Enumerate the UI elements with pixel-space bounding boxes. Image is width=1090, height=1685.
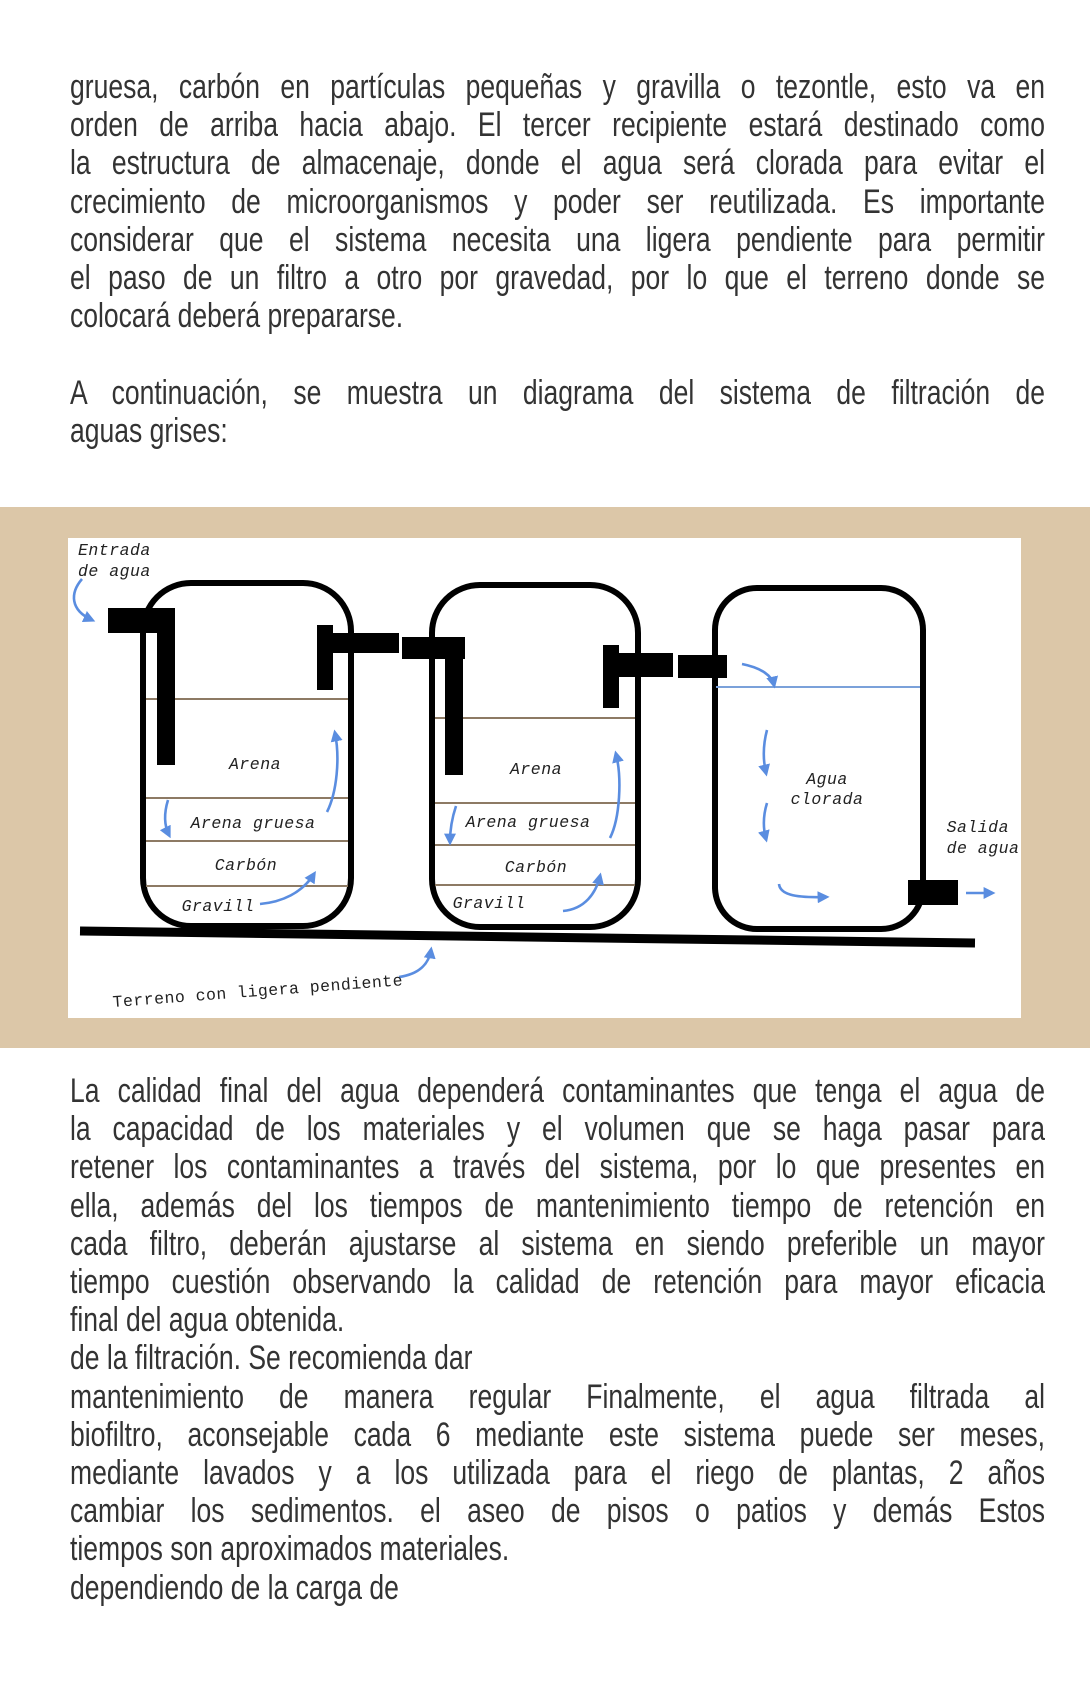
entrada-de-agua-label: Entrada de agua bbox=[78, 541, 151, 581]
inlet-pipe-vertical bbox=[157, 615, 175, 765]
paragraph-load-line bbox=[70, 1569, 1045, 1607]
text-line: dependiendo de la carga de bbox=[70, 1568, 399, 1607]
paragraph-diagram-intro bbox=[70, 374, 1045, 450]
text-line: la estructura de almacenaje, donde el agua será clorada para evitar el bbox=[70, 144, 1045, 183]
diagram-panel bbox=[68, 538, 1021, 1018]
body-text-block bbox=[70, 1072, 1045, 1607]
text-line: mediante lavados y a los utilizada para el riego de plantas, 2 años bbox=[70, 1454, 1045, 1493]
text-line: el paso de un filtro a otro por gravedad, por lo que el terreno donde se bbox=[70, 259, 1045, 298]
tank-3 bbox=[715, 588, 923, 929]
text-line: cada filtro, deberán ajustarse al sistema en siendo preferible un mayor bbox=[70, 1224, 1045, 1263]
text-line: de la filtración. Se recomienda dar bbox=[70, 1339, 473, 1378]
text-line: La calidad final del agua dependerá contaminantes que tenga el agua de bbox=[70, 1072, 1045, 1110]
terreno-pointer-arrow bbox=[399, 950, 431, 977]
tank2-arena-gruesa-label: Arena gruesa bbox=[465, 813, 591, 832]
text-line: crecimiento de microorganismos y poder ser reutilizada. Es importante bbox=[70, 182, 1045, 221]
paragraph-filtration-line bbox=[70, 1339, 1045, 1377]
text-line: considerar que el sistema necesita una ligera pendiente para permitir bbox=[70, 220, 1045, 259]
tank1-outlet-pipe-horizontal bbox=[317, 633, 399, 653]
terreno-label: Terreno con ligera pendiente bbox=[111, 971, 404, 1012]
text-line: retener los contaminantes a través del sistema, por lo que presentes en bbox=[70, 1148, 1045, 1187]
tank3-agua-clorada-label: Agua bbox=[806, 770, 848, 789]
tank3-inlet-pipe bbox=[678, 655, 727, 678]
salida-de-agua-label: Salida de agua bbox=[946, 818, 1020, 858]
paragraph-water-quality bbox=[70, 1072, 1045, 1339]
text-line: tiempos son aproximados materiales. bbox=[70, 1530, 510, 1569]
paragraph-maintenance bbox=[70, 1378, 1045, 1569]
tank3-outlet-pipe bbox=[908, 880, 958, 905]
text-line: mantenimiento de manera regular Finalmente, el agua filtrada al bbox=[70, 1377, 1045, 1416]
intro-text-inner bbox=[70, 68, 1045, 450]
body-text-inner bbox=[70, 1072, 1045, 1607]
tank1-gravill-label: Gravill bbox=[181, 897, 255, 916]
text-line: A continuación, se muestra un diagrama del sistema de filtración de bbox=[70, 373, 1045, 412]
tank2-arena-label: Arena bbox=[509, 760, 563, 779]
entrada-flow-arrow bbox=[74, 579, 92, 620]
text-line: gruesa, carbón en partículas pequeñas y gravilla o tezontle, esto va en bbox=[70, 68, 1045, 106]
tank2-outlet-pipe-horizontal bbox=[603, 653, 673, 677]
tank1-arena-label: Arena bbox=[228, 755, 282, 774]
tank1-carbon-label: Carbón bbox=[214, 856, 278, 875]
text-line: ella, además del los tiempos de mantenimiento tiempo de retención en bbox=[70, 1186, 1045, 1225]
diagram-band bbox=[0, 507, 1090, 1048]
text-line: final del agua obtenida. bbox=[70, 1301, 345, 1340]
tank2-carbon-label: Carbón bbox=[504, 858, 568, 877]
text-line: cambiar los sedimentos. el aseo de pisos o patios y demás Estos bbox=[70, 1492, 1045, 1531]
text-line: la capacidad de los materiales y el volumen que se haga pasar para bbox=[70, 1110, 1045, 1149]
ground-line bbox=[80, 931, 975, 943]
text-line: biofiltro, aconsejable cada 6 mediante este sistema puede ser meses, bbox=[70, 1415, 1045, 1454]
text-line: aguas grises: bbox=[70, 411, 228, 450]
tank3-agua-clorada-label-2: clorada bbox=[790, 790, 864, 809]
tank2-gravill-label: Gravill bbox=[452, 894, 526, 913]
tank1-arena-gruesa-label: Arena gruesa bbox=[190, 814, 316, 833]
intro-text-block bbox=[70, 68, 1045, 450]
text-line: colocará deberá prepararse. bbox=[70, 297, 404, 336]
text-line: tiempo cuestión observando la calidad de retención para mayor eficacia bbox=[70, 1263, 1045, 1302]
paragraph-filters-description bbox=[70, 68, 1045, 335]
text-line: orden de arriba hacia abajo. El tercer recipiente estará destinado como bbox=[70, 106, 1045, 145]
filtration-diagram bbox=[68, 538, 1021, 1018]
tank2-inlet-pipe-vertical bbox=[445, 637, 463, 775]
